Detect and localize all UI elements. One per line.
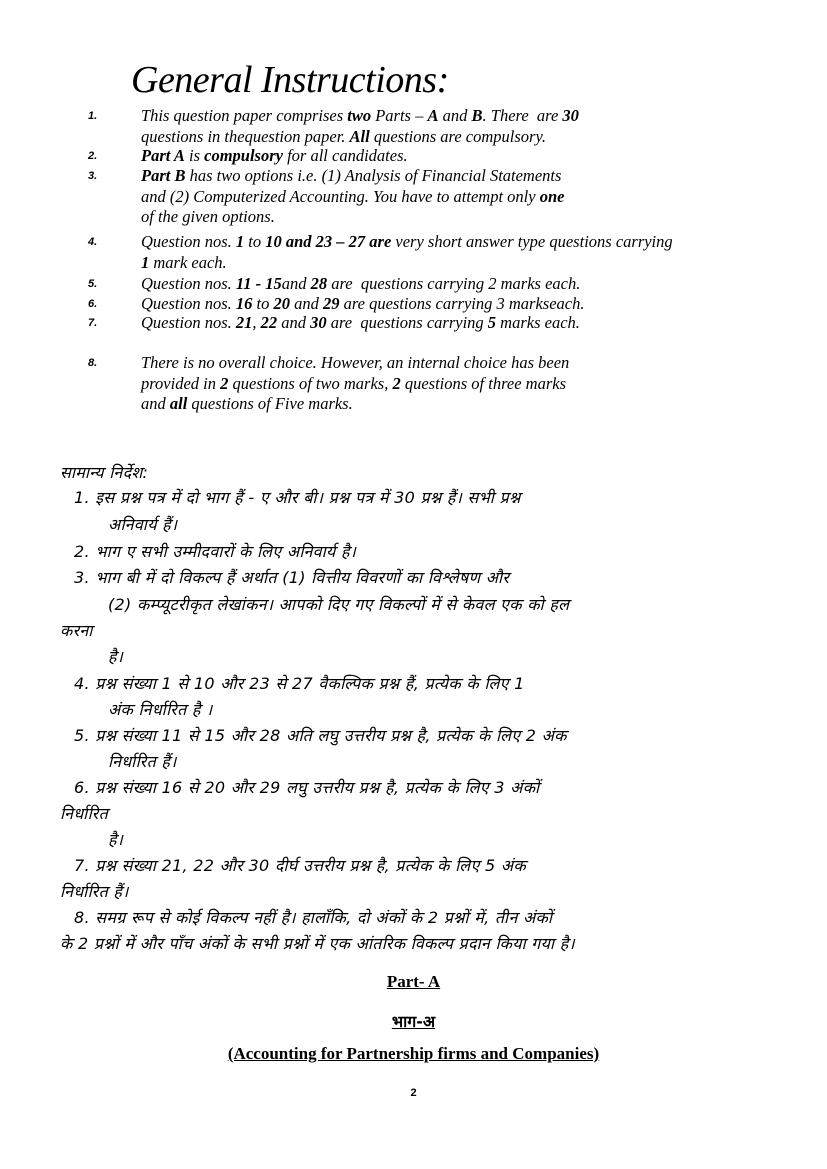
instruction-number: 3. [88,170,98,182]
instruction-number: 2. [88,150,98,162]
hindi-instruction-line: 7. प्रश्न संख्या 21, 22 और 30 दीर्घ उत्तरीय प्रश्न है, प्रत्येक के लिए 5 अंक [74,856,526,875]
instruction-number: 7. [88,317,98,329]
instruction-text: Question nos. 11 - 15and 28 are questions carrying 2 marks each. [141,274,581,293]
hindi-instruction-line: 2. भाग ए सभी उम्मीदवारों के लिए अनिवार्य है। [74,542,357,561]
instruction-number: 6. [88,298,98,310]
hindi-instruction-line: करना [60,621,93,640]
hindi-instruction-line: निर्धारित हैं। [60,882,129,901]
part-title-hindi: भाग-अ [391,1012,436,1031]
instruction-text: There is no overall choice. However, an internal choice has been provided in 2 questions of two marks, 2 questions of three marks and all questions of Five marks. [141,353,570,413]
hindi-instruction-line: निर्धारित हैं। [108,752,177,771]
hindi-instruction-line: 5. प्रश्न संख्या 11 से 15 और 28 अति लघु उत्तरीय प्रश्न है, प्रत्येक के लिए 2 अंक [74,726,567,745]
hindi-instruction-line: 3. भाग बी में दो विकल्प हैं अर्थात (1) वित्तीय विवरणों का विश्लेषण और [74,568,510,587]
instruction-text: Part B has two options i.e. (1) Analysis of Financial Statements and (2) Computerized Accounting. You have to attempt only one of the given options. [141,166,565,226]
part-subtitle: (Accounting for Partnership firms and Companies) [227,1044,600,1063]
hindi-heading: सामान्य निर्देश: [60,463,149,482]
instruction-number: 5. [88,278,98,290]
hindi-instruction-line: है। [108,830,124,849]
hindi-instruction-line: है। [108,647,124,666]
instruction-text: This question paper comprises two Parts – A and B. There are 30 questions in thequestion paper. All questions are compulsory. [141,106,579,146]
instruction-number: 4. [88,236,98,248]
instruction-text: Part A is compulsory for all candidates. [141,146,408,165]
instruction-number: 8. [88,357,98,369]
page-number: 2 [410,1087,417,1099]
instruction-number: 1. [88,110,98,122]
hindi-instruction-line: अंक निर्धारित है । [108,700,213,719]
part-title: Part- A [386,972,441,991]
hindi-instruction-line: अनिवार्य हैं। [108,515,178,534]
hindi-instruction-line: 6. प्रश्न संख्या 16 से 20 और 29 लघु उत्तरीय प्रश्न है, प्रत्येक के लिए 3 अंकों [74,778,540,797]
hindi-instruction-line: निर्धारित [60,804,109,823]
instruction-text: Question nos. 16 to 20 and 29 are questions carrying 3 markseach. [141,294,585,313]
hindi-instruction-line: (2) कम्प्यूटरीकृत लेखांकन। आपको दिए गए विकल्पों में से केवल एक को हल [108,595,570,614]
hindi-instruction-line: 8. समग्र रूप से कोई विकल्प नहीं है। हालाँकि, दो अंकों के 2 प्रश्नों में, तीन अंकों [74,908,553,927]
instruction-text: Question nos. 21, 22 and 30 are questions carrying 5 marks each. [141,313,580,332]
instruction-text: Question nos. 1 to 10 and 23 – 27 are very short answer type questions carrying 1 mark each. [141,232,673,272]
page-title: General Instructions: [131,59,449,101]
hindi-instruction-line: के 2 प्रश्नों में और पाँच अंकों के सभी प्रश्नों में एक आंतरिक विकल्प प्रदान किया गया है। [60,934,575,953]
hindi-instruction-line: 4. प्रश्न संख्या 1 से 10 और 23 से 27 वैकल्पिक प्रश्न हैं, प्रत्येक के लिए 1 [74,674,525,693]
hindi-instruction-line: 1. इस प्रश्न पत्र में दो भाग हैं - ए और बी। प्रश्न पत्र में 30 प्रश्न हैं। सभी प्रश्न [74,488,521,507]
